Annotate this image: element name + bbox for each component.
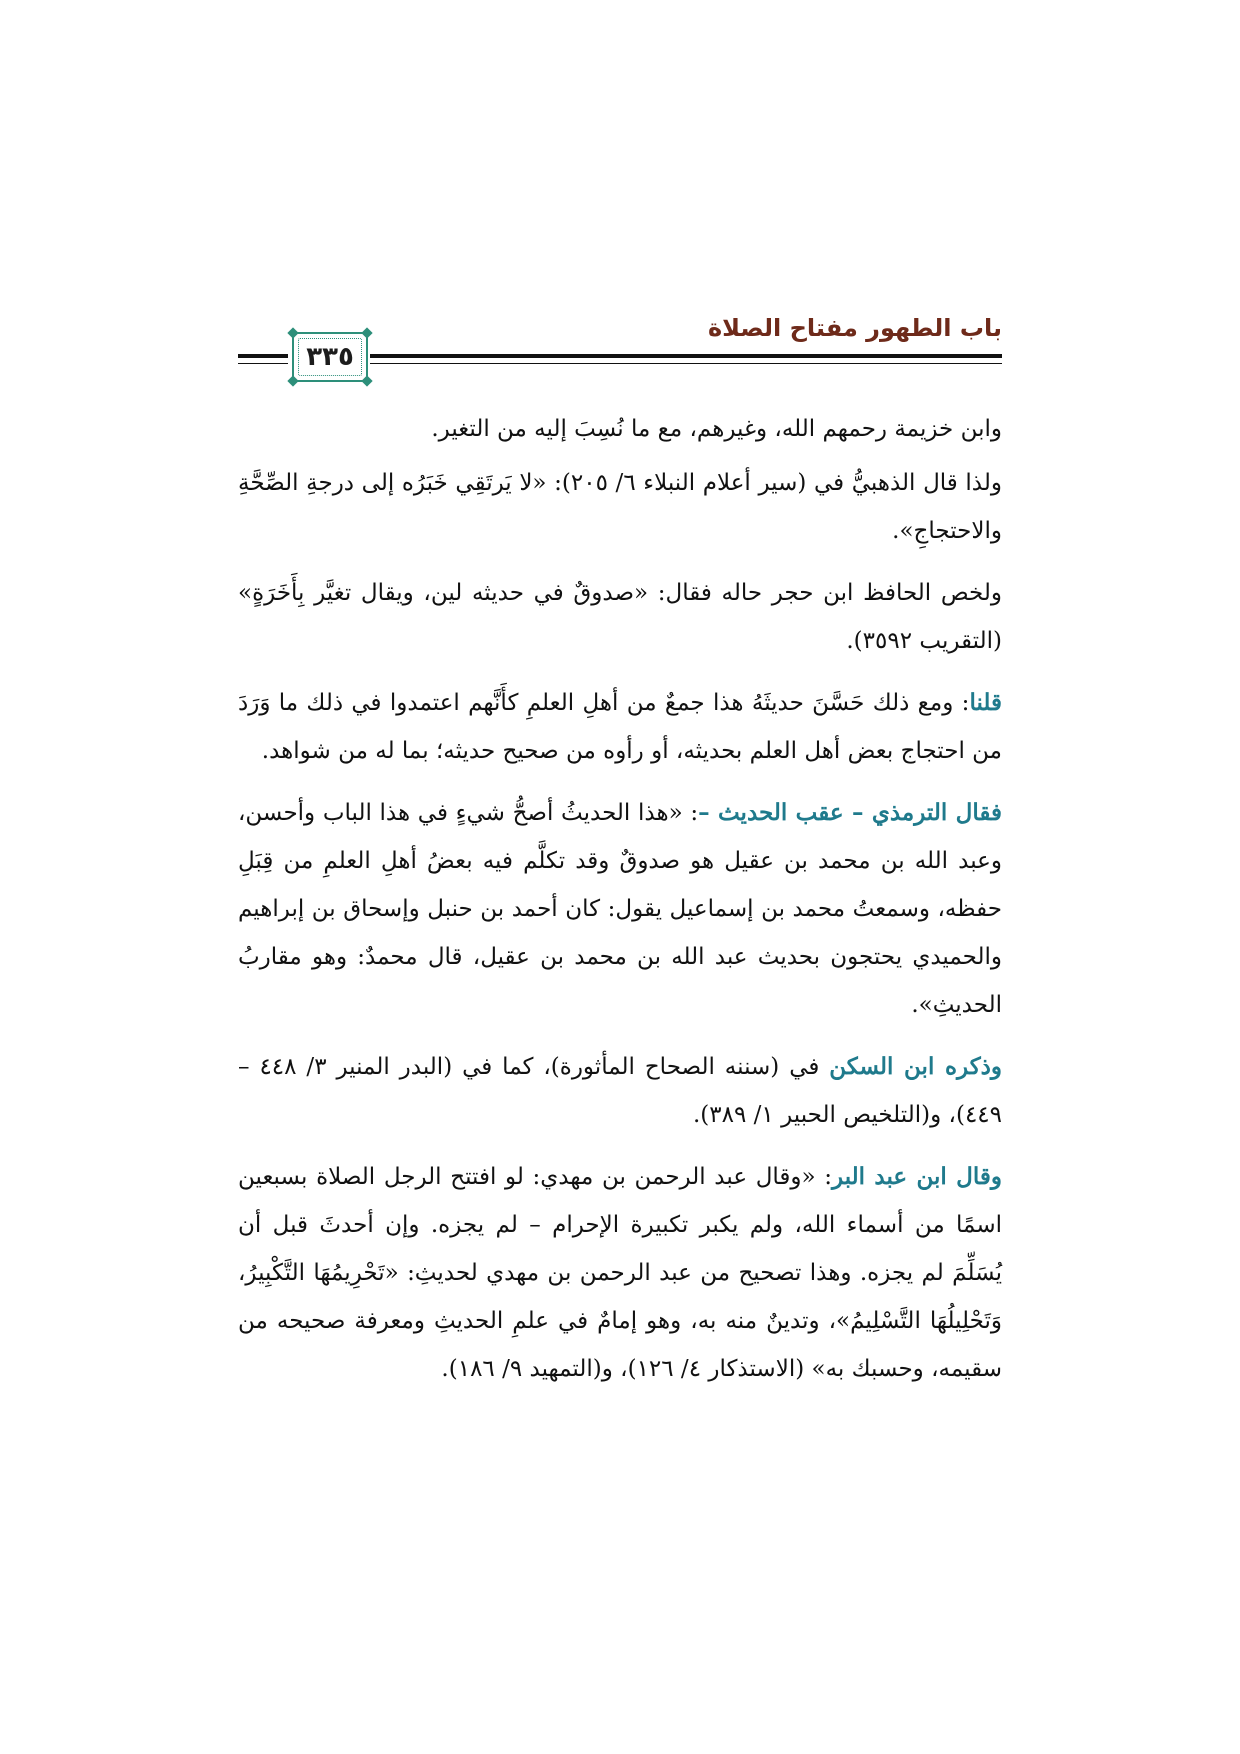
header-rule xyxy=(370,354,1002,364)
paragraph-4 xyxy=(238,679,1002,775)
paragraph-4-lead: قلنا xyxy=(969,689,1002,716)
paragraph-6 xyxy=(238,1043,1002,1139)
frame-ornament-icon xyxy=(287,375,298,386)
paragraph-7-text: : «وقال عبد الرحمن بن مهدي: لو افتتح الرجل الصلاة بسبعين اسمًا من أسماء الله، ولم يكبر تكبيرة الإحرام – لم يجزه. وإن أحدثَ قبل أن يُسَلِّمَ لم يجزه. وهذا تصحيح من عبد الرحمن بن مهدي لحديثِ: «تَحْرِيمُهَا التَّكْبِيرُ، وَتَحْلِيلُهَا التَّسْلِيمُ»، وتدينٌ منه به، وهو إمامٌ في علمِ الحديثِ ومعرفة صحيحه من سقيمه، وحسبك به» (الاستذكار ٤/ ١٢٦)، و(التمهيد ٩/ ١٨٦). xyxy=(238,1164,1002,1382)
paragraph-5-lead: فقال الترمذي – عقب الحديث – xyxy=(698,799,1002,826)
paragraph-5 xyxy=(238,789,1002,1029)
page-number: ٣٣٥ xyxy=(306,342,354,372)
running-title: باب الطهور مفتاح الصلاة xyxy=(707,314,1002,342)
paragraph-6-text: في (سننه الصحاح المأثورة)، كما في (البدر المنير ٣/ ٤٤٨ – ٤٤٩)، و(التلخيص الحبير ١/ ٣٨٩). xyxy=(238,1054,1002,1128)
frame-ornament-icon xyxy=(361,375,372,386)
paragraph-5-text: : «هذا الحديثُ أصحُّ شيءٍ في هذا الباب وأحسن، وعبد الله بن محمد بن عقيل هو صدوقٌ وقد تكلَّم فيه بعضُ أهلِ العلمِ من قِبَلِ حفظه، وسمعتُ محمد بن إسماعيل يقول: كان أحمد بن حنبل وإسحاق بن إبراهيم والحميدي يحتجون بحديث عبد الله بن محمد بن عقيل، قال محمدٌ: وهو مقاربُ الحديثِ». xyxy=(238,800,1002,1018)
frame-ornament-icon xyxy=(287,327,298,338)
paragraph-6-lead: وذكره ابن السكن xyxy=(829,1053,1003,1080)
paragraph-3: ولخص الحافظ ابن حجر حاله فقال: «صدوقٌ في حديثه لين، ويقال تغيَّر بِأَخَرَةٍ» (التقريب ٣٥٩٢). xyxy=(238,580,1002,654)
header-rule-left xyxy=(238,354,288,364)
paragraph-4-text: : ومع ذلك حَسَّنَ حديثَهُ هذا جمعٌ من أهلِ العلمِ كأَنَّهم اعتمدوا في ذلك ما وَرَدَ من احتجاج بعض أهل العلم بحديثه، أو رأوه من صحيح حديثه؛ بما له من شواهد. xyxy=(238,690,1002,764)
page-number-frame xyxy=(292,332,368,382)
paragraph-2: ولذا قال الذهبيُّ في (سير أعلام النبلاء ٦/ ٢٠٥): «لا يَرتَقِي خَبَرُه إلى درجةِ الصِّحَّةِ والاحتجاجِ». xyxy=(238,470,1002,544)
paragraph-7 xyxy=(238,1153,1002,1393)
frame-ornament-icon xyxy=(361,327,372,338)
body-text xyxy=(238,405,1002,1407)
paragraph-7-lead: وقال ابن عبد البر xyxy=(832,1163,1002,1190)
paragraph-1: وابن خزيمة رحمهم الله، وغيرهم، مع ما نُسِبَ إليه من التغير. xyxy=(431,416,1002,442)
